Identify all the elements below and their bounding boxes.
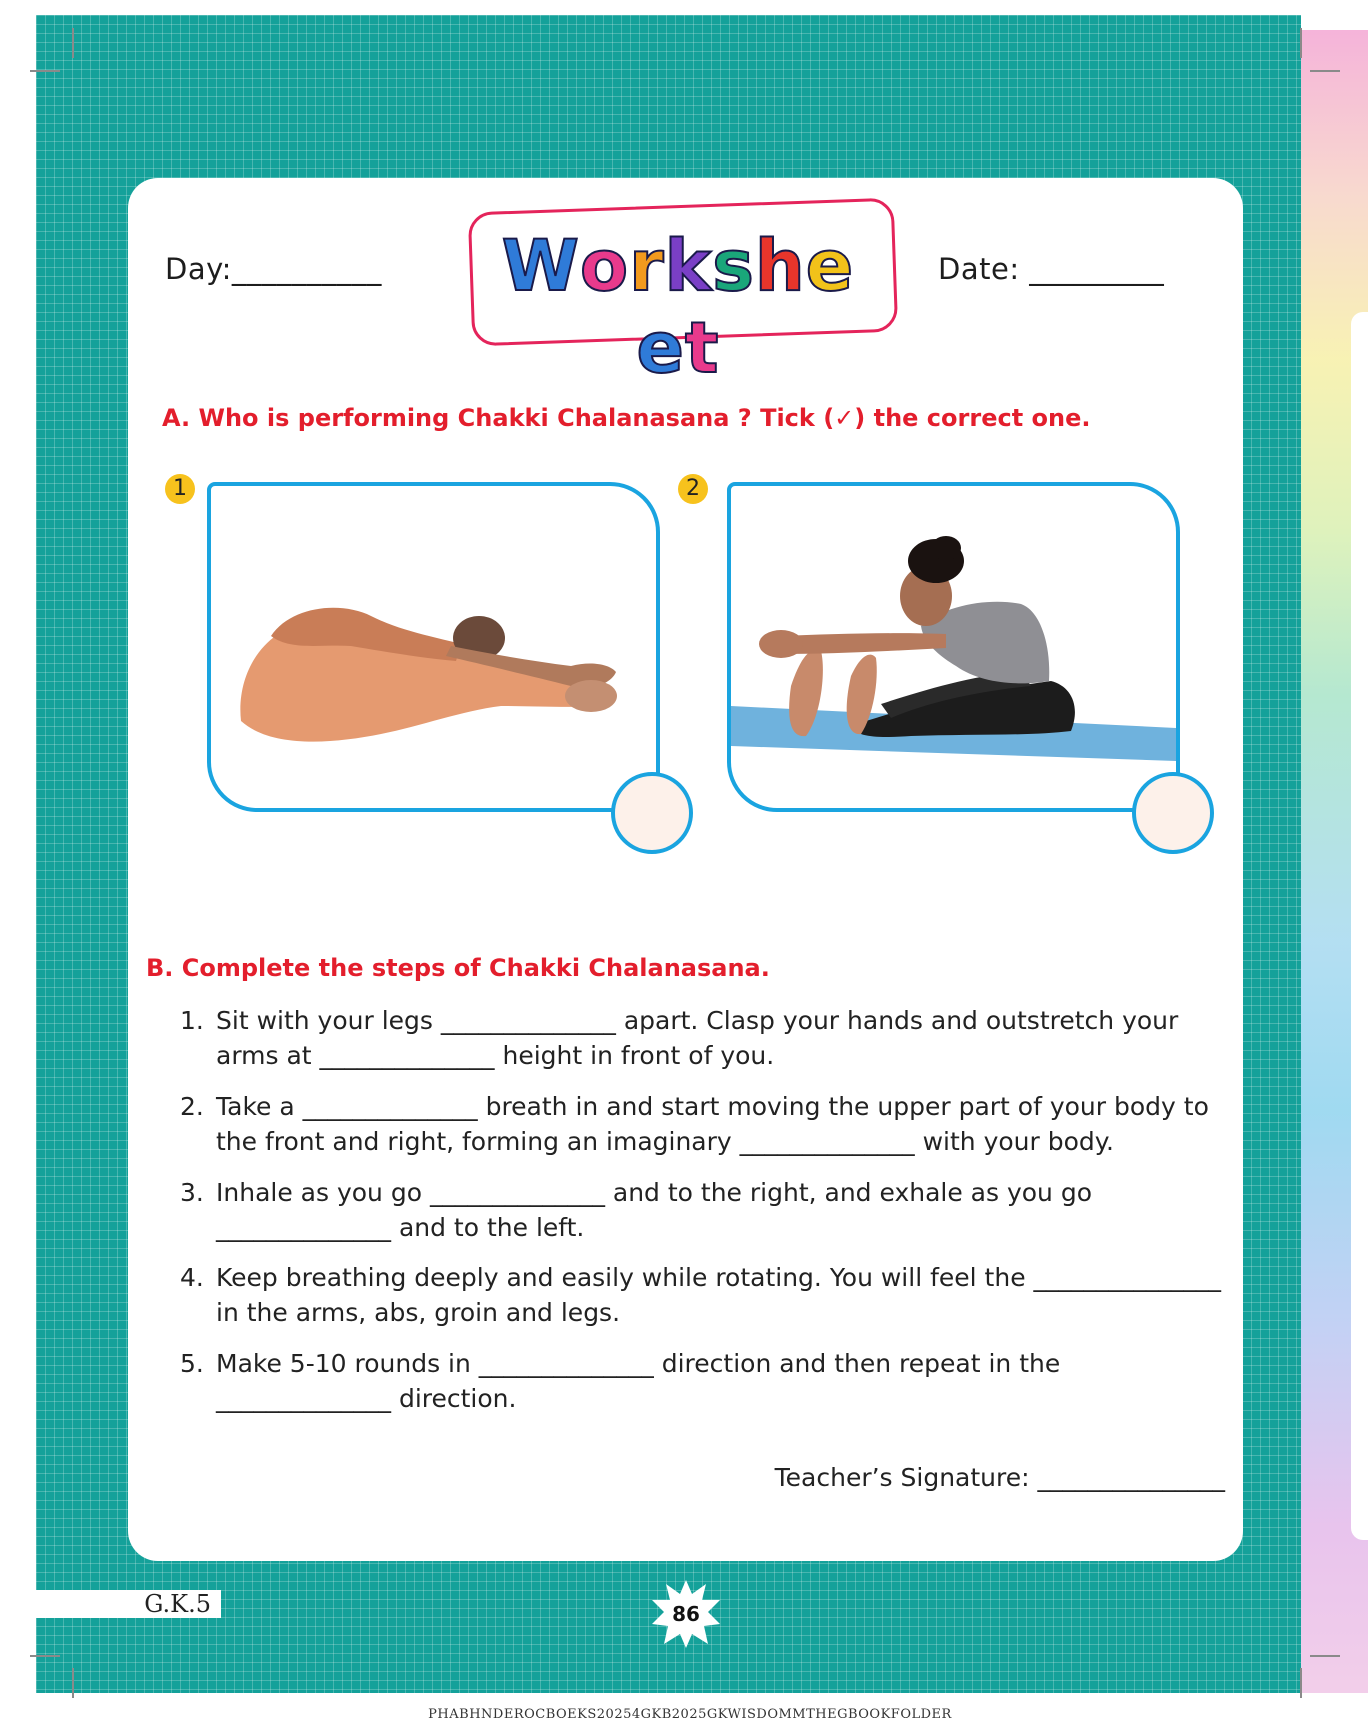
worksheet-title (478, 225, 878, 389)
option-1-photo (207, 482, 660, 812)
crop-mark (72, 28, 74, 58)
worksheet-title-letter: r (629, 225, 665, 307)
forward-bend-man-image (211, 486, 656, 808)
step-item (180, 1346, 1225, 1416)
edge-white-panel (1351, 312, 1368, 1540)
worksheet-title-letter: e (636, 307, 685, 389)
option-2-number: 2 (678, 474, 708, 504)
option-2-tick-circle[interactable] (1132, 772, 1214, 854)
step-number: 2. (180, 1092, 204, 1121)
print-slug: PHABHNDEROCBOEKS20254GKB2025GKWISDOMMTHEGBOOKFOLDER (428, 1707, 952, 1722)
crop-mark (30, 1655, 60, 1657)
crop-mark (30, 70, 60, 72)
page-number: 86 (672, 1602, 700, 1626)
section-b-heading: B. Complete the steps of Chakki Chalanasana. (146, 954, 770, 982)
day-field[interactable]: Day:__________ (165, 252, 382, 286)
step-number: 3. (180, 1178, 204, 1207)
crop-mark (72, 1668, 74, 1698)
worksheet-title-letter: s (712, 225, 755, 307)
step-text[interactable]: Inhale as you go ______________ and to the right, and exhale as you go ______________ and to the left. (216, 1178, 1093, 1242)
step-number: 5. (180, 1349, 204, 1378)
step-text[interactable]: Make 5-10 rounds in ______________ direction and then repeat in the ______________ direction. (216, 1349, 1061, 1413)
book-label: G.K.5 (36, 1590, 221, 1618)
worksheet-title-letter: o (580, 225, 630, 307)
worksheet-title-letter: k (664, 225, 713, 307)
step-item (180, 1089, 1225, 1159)
worksheet-title-letter: W (501, 225, 581, 307)
option-2-photo (727, 482, 1180, 812)
crop-mark (1300, 1668, 1302, 1698)
page-number-starburst (650, 1578, 722, 1650)
step-text[interactable]: Take a ______________ breath in and start moving the upper part of your body to the front and right, forming an imaginary ______________ with your body. (216, 1092, 1209, 1156)
step-text[interactable]: Keep breathing deeply and easily while rotating. You will feel the _______________ in the arms, abs, groin and legs. (216, 1263, 1222, 1327)
worksheet-title-letter: h (754, 225, 806, 307)
worksheet-title-letter: e (805, 225, 855, 307)
crop-mark (1310, 70, 1340, 72)
step-number: 1. (180, 1006, 204, 1035)
step-item (180, 1175, 1225, 1245)
date-field[interactable]: Date: _________ (938, 252, 1165, 286)
teacher-signature-field[interactable]: Teacher’s Signature: _______________ (774, 1463, 1225, 1492)
crop-mark (1300, 28, 1302, 58)
section-a-heading: A. Who is performing Chakki Chalanasana ? Tick (✓) the correct one. (162, 404, 1091, 432)
worksheet-title-letter: t (685, 307, 720, 389)
chakki-chalanasana-woman-image (731, 486, 1176, 808)
step-number: 4. (180, 1263, 204, 1292)
option-1-tick-circle[interactable] (611, 772, 693, 854)
step-text[interactable]: Sit with your legs ______________ apart. Clasp your hands and outstretch your arms at ______________ height in front of you. (216, 1006, 1179, 1070)
crop-mark (1310, 1655, 1340, 1657)
option-1-number: 1 (165, 474, 195, 504)
step-item (180, 1260, 1225, 1330)
step-item (180, 1003, 1225, 1073)
